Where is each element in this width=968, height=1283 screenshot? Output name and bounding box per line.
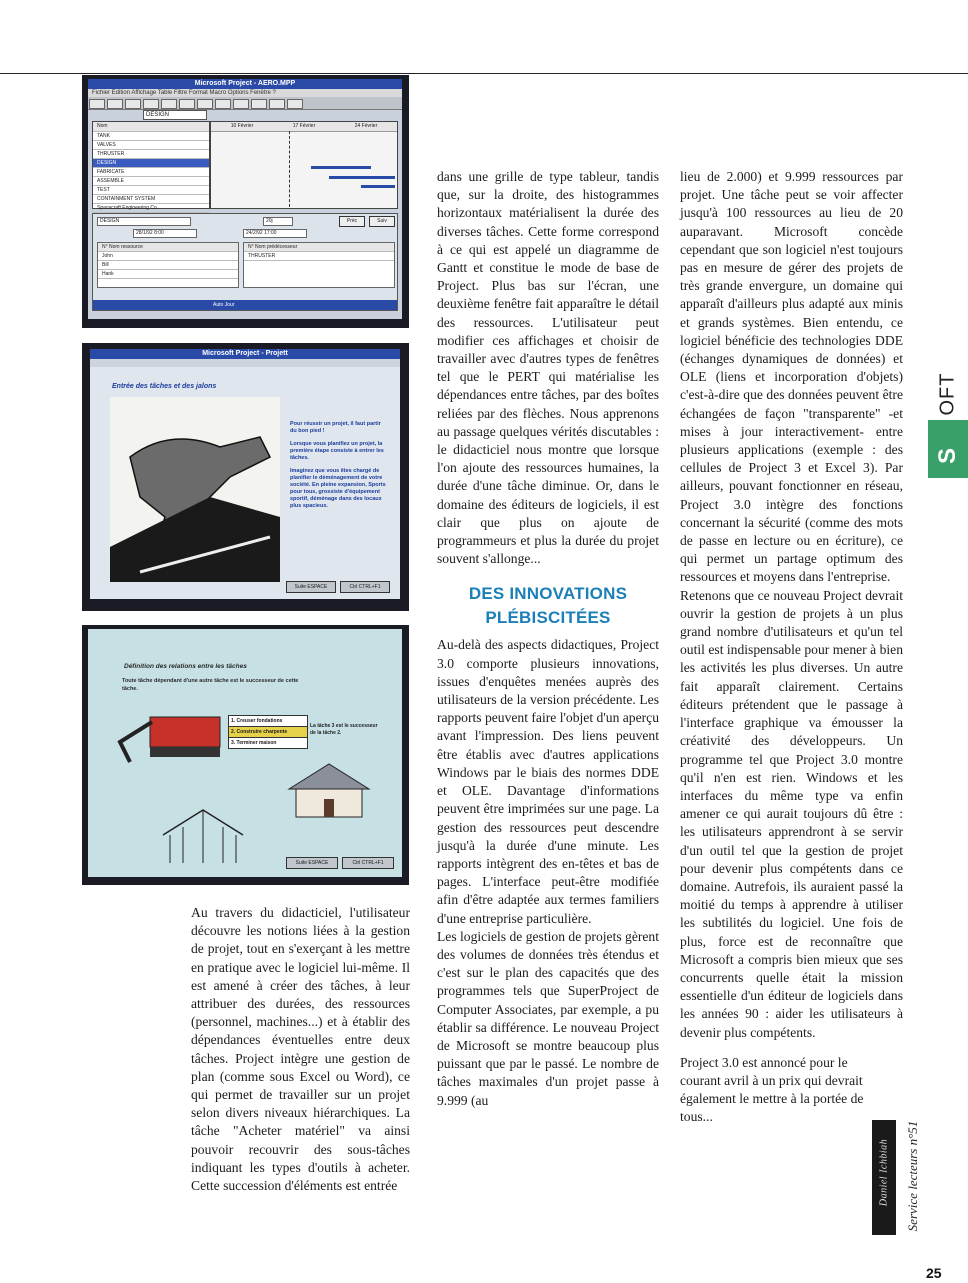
house-illustration [284, 759, 374, 819]
gantt-grid: Nom TANK VALVES THRUSTER DESIGN FABRICATE ASSEMBLE TEST CONTAINMENT SYSTEM Spacecraft Engineering Co. [92, 121, 210, 209]
next-button[interactable]: Suiv [369, 216, 395, 227]
article-column-1 [191, 904, 410, 1195]
resource-row[interactable]: John [98, 252, 238, 261]
gantt-bar[interactable] [311, 166, 371, 169]
top-rule [0, 73, 968, 74]
prev-button[interactable]: Préc [339, 216, 365, 227]
tip-text: Pour réussir un projet, il faut partir du bon pied ! [290, 421, 381, 434]
gantt-chart [210, 121, 398, 209]
task-row[interactable]: THRUSTER [93, 150, 209, 159]
window-title: Microsoft Project - Projett [90, 349, 400, 359]
next-button[interactable]: Suite ESPACE [286, 581, 336, 593]
task-name-field[interactable]: DESIGN [143, 110, 207, 120]
ctrl-button[interactable]: Ctrl CTRL+F1 [340, 581, 390, 593]
article-column-2 [437, 168, 659, 1110]
excavator-illustration [110, 707, 230, 767]
section-initial: S [934, 447, 961, 464]
toolbar[interactable] [88, 97, 402, 110]
task-row[interactable]: Spacecraft Engineering Co. [93, 204, 209, 213]
window-title: Microsoft Project - AERO.MPP [88, 79, 402, 89]
author-byline: Daniel Ichbiah [872, 1120, 896, 1235]
task-row[interactable]: ASSEMBLE [93, 177, 209, 186]
today-line [289, 131, 291, 207]
service-readers: Service lecteurs n°51 [905, 1120, 920, 1232]
tip-text: Imaginez que vous êtes chargé de planifier le déménagement de votre société. En pleine expansion, Sports pour tous, grossiste d'équipement sportif, déménage dans des locaux plus spacieux. [290, 468, 386, 509]
tutorial-note: La tâche 3 est le successeur de la tâche 2. [310, 723, 378, 736]
predecessor-table: N° Nom prédécesseur THRUSTER [243, 242, 395, 288]
paragraph: lieu de 2.000) et 9.999 ressources par projet. Une tâche peut se voir affecter jusqu'à 100 ressources au lieu de 20 auparavant. Microsoft concède cependant que son logiciel n'est toujours pas en mesure de gérer des projets de très grande envergure, un domaine qui apparaît d'ailleurs plus adapté aux minis et grands systèmes. Bien entendu, ce logiciel bénéficie des technologies DDE (échanges dynamiques de données) et OLE (liens et incorporation d'objets) c'est-à-dire que des données peuvent être échangées de façon "transparente" -et mises à jour interactivement- entre plusieurs applications (exemple : des cellules de Project 3 et Excel 3). Par ailleurs, pouvant fonctionner en réseau, Project 3.0 intègre des fonctions concernant la sécurité (comme des mots de passe en lecture ou en écriture), ce qui permet un partage optimum des ressources et moyens dans l'entreprise. [680, 169, 903, 585]
task-step[interactable]: 3. Terminer maison [231, 740, 277, 746]
paragraph: Au-delà des aspects didactiques, Project 3.0 comporte plusieurs innovations, issues d'enquêtes menées auprès des utilisateurs de la version précédente. Les rapports peuvent faire l'objet d'un aperçu avant l'impression. Des liens peuvent être établis avec d'autres applications Windows par le biais des normes DDE et OLE. Davantage d'informations peuvent être imprimées sur une page. La gestion des ressources peut descendre jusqu'à la durée d'une minute. Les rapports intègrent des en-têtes et bas de pages. L'interface peut-être modifiée afin d'être adaptée aux termes familiers d'une entreprise particulière. [437, 637, 659, 926]
task-row[interactable]: FABRICATE [93, 168, 209, 177]
paragraph: dans une grille de type tableur, tandis que, sur la droite, des histogrammes horizontaux matérialisent la durée des diverses tâches. Cette forme correspond à ce qui est appelé un diagramme de Gantt et constitue le mode de base de Project. Plus bas sur l'écran, une deuxième fenêtre fait apparaître le détail des ressources. L'utilisateur peut modifier ces affichages et choisir de travailler avec d'autres types de fenêtres tel que le PERT qui matérialise les dépendances entre tâches, par des boîtes reliées par des flèches. Nous apprenons au passage quelques vérités discutables : le didacticiel nous montre que lorsque l'on ajoute des ressources humaines, la durée d'une tâche diminue. Or, dans le domaine des éditeurs de logiciels, il est clair que plus on ajoute de programmeurs et plus la durée du projet souvent s'allonge... [437, 169, 659, 567]
section-heading: DES INNOVATIONS PLÉBISCITÉES [468, 584, 628, 628]
task-form [92, 213, 398, 311]
tutorial-heading: Définition des relations entre les tâches [124, 663, 247, 670]
resource-row[interactable]: Hank [98, 270, 238, 279]
paragraph: Les logiciels de gestion de projets gèrent des volumes de données très étendus et c'est sur le plan des capacités que des programmes tels que SuperProject de Computer Associates, par exemple, a pu établir sa différence. Le nouveau Project de Microsoft se montre beaucoup plus puissant que par le passé. Le nombre de tâches maximales d'un projet passe à 9.999 (au [437, 928, 659, 1108]
week-label: 10 Février [230, 123, 254, 129]
screenshot-tutorial-relations [82, 625, 409, 885]
menu-bar[interactable] [90, 359, 400, 367]
week-label: 17 Février [292, 123, 316, 129]
next-button[interactable]: Suite ESPACE [286, 857, 338, 869]
gantt-bar[interactable] [361, 185, 395, 188]
task-step-selected[interactable]: 2. Construire charpente [229, 727, 307, 738]
resource-table: N° Nom ressource John Bill Hank [97, 242, 239, 288]
paragraph: Project 3.0 est annoncé pour le courant avril à un prix qui devrait également le mettre à la portée de tous... [680, 1054, 864, 1125]
screenshot-tutorial-tasks [82, 343, 409, 611]
frame-illustration [158, 805, 248, 865]
screenshot-gantt [82, 75, 409, 328]
form-name-field[interactable]: DESIGN [97, 217, 191, 226]
predecessor-row[interactable]: THRUSTER [244, 252, 394, 261]
resource-row[interactable]: Bill [98, 261, 238, 270]
section-label: OFT [936, 372, 959, 416]
paragraph: Au travers du didacticiel, l'utilisateur découvre les notions liées à la gestion de projet, tout en s'exerçant à les mettre en pratique avec le logiciel lui-même. Il est amené à créer des tâches, à leur attribuer des durées, des ressources (personnel, machines...) et à établir des dépendances éventuelles entre deux tâches. Project intègre une gestion de plan (comme sous Excel ou Word), ce qui permet de travailler sur un projet selon divers niveaux hiérarchiques. La tâche "Acheter matériel" va ainsi pouvoir recouvrir des sous-tâches indiquant les types d'outils à acheter. Cette succession d'éléments est entrée [191, 905, 410, 1194]
end-date-field[interactable]: 24/2/92 17:00 [243, 229, 307, 238]
tutorial-subheading: Toute tâche dépendant d'une autre tâche est le successeur de cette tâche. [122, 678, 299, 692]
tutorial-heading: Entrée des tâches et des jalons [112, 383, 217, 390]
duration-field[interactable]: 20j [263, 217, 293, 226]
tip-text: Lorsque vous planifiez un projet, la première étape consiste à entrer les tâches. [290, 441, 384, 461]
week-label: 24 Février [354, 123, 378, 129]
status-bar: Auto Jour [93, 300, 397, 310]
task-row[interactable]: CONTAINMENT SYSTEM [93, 195, 209, 204]
section-tab [928, 358, 968, 518]
ctrl-button[interactable]: Ctrl CTRL+F1 [342, 857, 394, 869]
task-row[interactable]: TANK [93, 132, 209, 141]
article-column-3 [680, 168, 903, 1127]
task-step[interactable]: 1. Creuser fondations [229, 716, 307, 727]
task-row-selected[interactable]: DESIGN [93, 159, 209, 168]
page-number: 25 [926, 1265, 942, 1281]
gantt-bar[interactable] [329, 176, 395, 179]
start-date-field[interactable]: 28/1/92 8:00 [133, 229, 197, 238]
menu-bar[interactable]: Fichier Edition Affichage Table Filtre Format Macro Options Fenêtre ? [88, 89, 402, 97]
task-row[interactable]: VALVES [93, 141, 209, 150]
task-row[interactable]: TEST [93, 186, 209, 195]
paragraph: Retenons que ce nouveau Project devrait ouvrir la gestion de projets à un plus grand nombre d'utilisateurs et qu'un tel outil est indispensable pour mener à bien les activités les plus diverses. Un autre fait apparaît clairement. Certains éditeurs prétendent que le passage à l'interface graphique va émousser la créativité des développeurs. Un programme tel que Project 3.0 montre qu'il n'en est rien. Windows et les interfaces du même type va enfin amener ce qui aurait toujours dû être : les utilisateurs apprendront à se servir d'un outil tel que la gestion de projet pour devenir plus compétents dans ce domaine. Autrefois, ils auraient passé la moitié du temps à apprendre à utiliser les subtilités du logiciel. Une fois de plus, force est de reconnaître que Microsoft a compris bien mieux que ses concurrents quelle était la mission essentielle d'un éditeur de logiciels dans les années 90 : aider les utilisateurs à devenir plus compétents. [680, 587, 903, 1040]
athlete-illustration [110, 397, 280, 582]
